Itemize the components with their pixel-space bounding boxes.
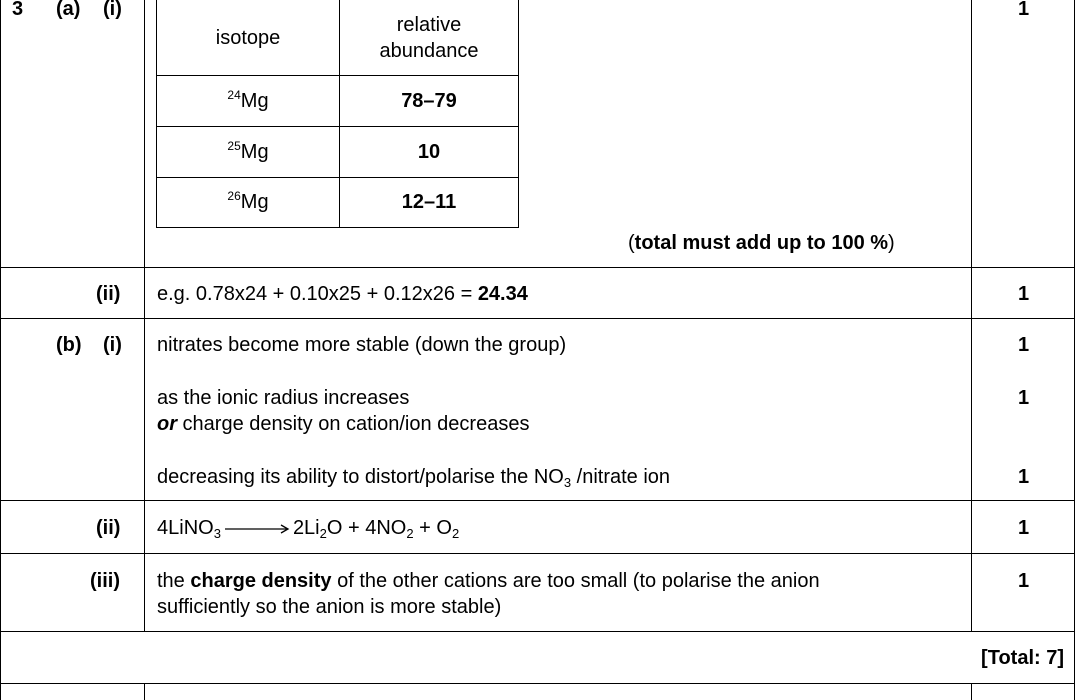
row-divider (0, 553, 1075, 554)
point3-pre: decreasing its ability to distort/polarise the NO (157, 466, 564, 488)
row-divider (0, 500, 1075, 501)
iii-pre: the (157, 570, 191, 592)
mark-b-ii: 1 (1017, 517, 1030, 539)
reactant: 4LiNO (157, 517, 214, 539)
isotope-cell (157, 76, 340, 127)
part-b-i-label: (i) (103, 334, 122, 356)
mark-a-i: 1 (1017, 0, 1030, 20)
point3-post: /nitrate ion (571, 466, 671, 488)
b-i-point2-line1: as the ionic radius increases (157, 387, 410, 409)
row-divider (0, 631, 1075, 632)
iii-post: of the other cations are too small (to polarise the anion (331, 570, 820, 592)
table-row (157, 76, 519, 127)
product1-post: O + 4NO (326, 517, 407, 539)
total-marks: [Total: 7] (981, 647, 1064, 669)
abundance-cell: 78–79 (340, 76, 519, 127)
row-divider (0, 318, 1075, 319)
mark-b-iii: 1 (1017, 570, 1030, 592)
header-isotope: isotope (157, 0, 340, 76)
or-emphasis: or (157, 413, 177, 435)
note-close: ) (888, 232, 895, 254)
part-b-label: (b) (56, 334, 82, 356)
b-iii-line2: sufficiently so the anion is more stable) (157, 596, 502, 618)
b-i-point2-line2 (157, 412, 529, 436)
calc-line (157, 282, 528, 306)
part-a-label: (a) (56, 0, 81, 20)
calc-answer: 24.34 (477, 283, 528, 305)
mark-b-i-2: 1 (1017, 387, 1030, 409)
calc-text: e.g. 0.78x24 + 0.10x25 + 0.12x26 = (157, 283, 478, 305)
product3: + O (413, 517, 452, 539)
product2-sub: 2 (406, 526, 414, 541)
part-a-i-label: (i) (103, 0, 122, 20)
header-abundance-line1: relative (396, 14, 462, 36)
col-divider-label-next (144, 683, 145, 700)
abundance-cell: 12–11 (340, 178, 519, 228)
total-note (628, 231, 895, 255)
note-bold: total must add up to 100 % (634, 232, 889, 254)
product3-sub: 2 (451, 526, 460, 541)
abundance-cell: 10 (340, 127, 519, 178)
mass-number: 26 (227, 189, 241, 203)
header-abundance-line2: abundance (379, 40, 479, 62)
point3-sub: 3 (563, 475, 572, 490)
product1-sub: 2 (319, 526, 327, 541)
element-symbol: Mg (240, 140, 269, 163)
mark-b-i-1: 1 (1017, 334, 1030, 356)
part-b-iii-label: (iii) (90, 570, 120, 592)
mark-b-i-3: 1 (1017, 466, 1030, 488)
b-i-point3 (157, 465, 670, 489)
reaction-arrow-icon (223, 524, 291, 534)
element-symbol: Mg (240, 191, 269, 213)
product1: 2Li (292, 517, 320, 539)
table-row (157, 127, 519, 178)
b-i-point1: nitrates become more stable (down the group) (157, 334, 567, 356)
iii-bold: charge density (190, 570, 332, 592)
isotope-table (156, 0, 519, 228)
point2-rest: charge density on cation/ion decreases (177, 413, 530, 435)
equation (157, 516, 459, 540)
mark-a-ii: 1 (1017, 283, 1030, 305)
part-b-ii-label: (ii) (96, 517, 121, 539)
reactant-sub: 3 (213, 526, 221, 541)
row-divider (0, 683, 1075, 684)
header-relative-abundance (340, 0, 519, 76)
part-a-ii-label: (ii) (96, 283, 121, 305)
mass-number: 25 (227, 138, 241, 153)
row-divider (0, 267, 1075, 268)
table-row (157, 178, 519, 228)
isotope-cell (157, 127, 340, 178)
note-open: ( (628, 232, 635, 254)
question-number: 3 (12, 0, 24, 20)
b-iii-line1 (157, 569, 820, 593)
element-symbol: Mg (240, 89, 269, 112)
col-divider-mark-next (971, 683, 972, 700)
isotope-cell (157, 178, 340, 228)
mass-number: 24 (227, 87, 241, 102)
table-border-left (0, 0, 1, 700)
col-divider-label (144, 0, 145, 632)
